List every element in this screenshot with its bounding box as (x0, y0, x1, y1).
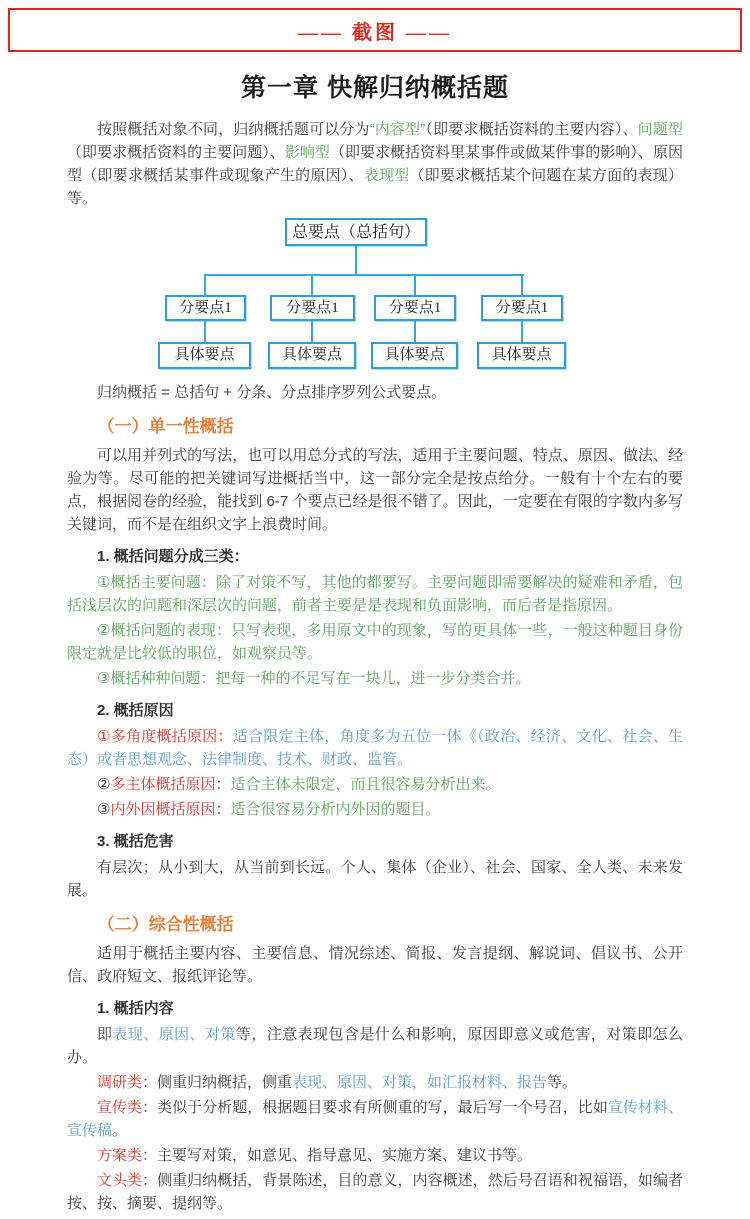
text-run: ①概括主要问题：除了对策不写，其他的都要写。主要问题即需要解决的疑难和矛盾，包括浅层次的问题和深层次的问题，前者主要是是表现和负面影响，而后者是指原因。 (67, 574, 683, 614)
text-run: ：类似于分析题，根据题目要求有所侧重的写，最后写一个号召，比如 (142, 1099, 608, 1116)
heading-harm: 3. 概括危害 (97, 833, 174, 850)
connector-line (414, 274, 416, 295)
chapter-title: 第一章 快解归纳概括题 (241, 74, 509, 102)
text-run: “内容型” (369, 121, 426, 138)
text-run: 问题型 (637, 121, 683, 138)
diagram-root-box: 总要点（总括句） (285, 218, 427, 246)
diagram-sub-box: 分要点1 (374, 295, 456, 321)
content-definition-paragraph (67, 1023, 683, 1069)
type-xuanchuan-paragraph (67, 1096, 683, 1142)
heading-reason: 2. 概括原因 (97, 702, 174, 719)
text-run: ② (97, 776, 111, 793)
diagram-sub-box: 分要点1 (270, 295, 355, 321)
text-run: （即要求概括资料的主要内容）、 (425, 121, 638, 138)
diagram-sub-box: 分要点1 (481, 295, 563, 321)
text-run: 表现、原因、对策 (112, 1026, 236, 1043)
text-run: 内外因概括原因 (110, 801, 216, 818)
diagram-leaf-box: 具体要点 (371, 342, 458, 369)
text-run: ： (215, 776, 231, 793)
text-run: 表现、原因、对策，如汇报材料、报告 (292, 1074, 548, 1091)
harm-paragraph (67, 856, 683, 902)
text-run: ①多角度概括原因： (97, 728, 233, 745)
summary-structure-diagram (155, 218, 575, 369)
text-run: ：侧重归纳概括，侧重 (142, 1074, 293, 1091)
text-run: （即要求概括资料里某事件或做某件事的影响）、原因型（即要求概括某事件或现象产生的原因）、 (67, 144, 683, 184)
text-run: 宣传材料、宣传稿 (67, 1099, 683, 1139)
single-summary-paragraph (67, 444, 683, 536)
text-run: ③概括种种问题：把每一种的不足写在一块儿，进一步分类合并。 (97, 670, 531, 687)
connector-line (311, 321, 313, 342)
text-run: ： (215, 801, 231, 818)
connector-line (204, 321, 206, 342)
text-run: 适合主体未限定，而且很容易分析出来。 (230, 776, 501, 793)
connector-line (311, 274, 313, 295)
type-item-1 (67, 571, 683, 617)
diagram-leaf-box: 具体要点 (158, 342, 251, 369)
diagram-sub-box: 分要点1 (165, 295, 246, 321)
banner-label: —— 截图 —— (298, 21, 452, 44)
text-run: 即 (97, 1026, 113, 1043)
type-fangan-paragraph (67, 1144, 683, 1167)
connector-line (521, 321, 523, 342)
text-run: （即要求概括资料的主要问题）、 (67, 144, 285, 161)
text-run: 影响型 (284, 144, 330, 161)
reason-item-2 (67, 773, 683, 796)
connector-line (521, 274, 523, 295)
text-run: ③ (97, 801, 111, 818)
text-run: 调研类 (97, 1074, 143, 1091)
text-run: 表现型 (363, 167, 410, 184)
text-run: 归纳概括 = 总括句 + 分条、分点排序罗列公式要点。 (97, 384, 447, 401)
heading-content: 1. 概括内容 (97, 1000, 174, 1017)
reason-item-3 (67, 798, 683, 821)
intro-paragraph (67, 118, 683, 210)
text-run: 。 (112, 1122, 128, 1139)
text-run: ②概括问题的表现：只写表现，多用原文中的现象，写的更具体一些，一般这种题目身份限定就是比较低的职位，如观察员等。 (67, 622, 683, 662)
connector-line (204, 274, 524, 276)
text-run: 适合限定主体，角度多为五位一体《（政治、经济、文化、社会、生态）或者思想观念、法律制度、技术、财政、监管。 (67, 728, 683, 768)
connector-line (355, 246, 357, 274)
text-run: 适用于概括主要内容、主要信息、情况综述、简报、发言提纲、解说词、倡议书、公开信、政府短文、报纸评论等。 (67, 945, 683, 985)
type-wentou-paragraph (67, 1169, 683, 1215)
text-run: 文头类 (97, 1172, 143, 1189)
text-run: ：主要写对策，如意见、指导意见、实施方案、建议书等。 (142, 1147, 533, 1164)
section-heading-comprehensive: （二）综合性概括 (97, 915, 234, 934)
diagram-leaf-box: 具体要点 (268, 342, 356, 369)
text-run: 适合很容易分析内外因的题目。 (230, 801, 441, 818)
section-heading-single: （一）单一性概括 (97, 417, 234, 436)
content-area (67, 118, 683, 1217)
diagram-leaf-box: 具体要点 (477, 342, 566, 369)
reason-item-1 (67, 725, 683, 771)
text-run: ：侧重归纳概括，背景陈述，目的意义，内容概述，然后号召语和祝福语，如编者按、按、摘要、提纲等。 (67, 1172, 683, 1212)
text-run: 等，注意表现包含是什么和影响，原因即意义或危害，对策即怎么办。 (67, 1026, 683, 1066)
heading-three-types: 1. 概括问题分成三类： (97, 548, 249, 565)
type-item-3 (67, 667, 683, 690)
comprehensive-paragraph (67, 942, 683, 988)
connector-line (414, 321, 416, 342)
type-item-2 (67, 619, 683, 665)
formula-paragraph (67, 381, 683, 404)
text-run: 等。 (547, 1074, 578, 1091)
text-run: 宣传类 (97, 1099, 143, 1116)
connector-line (204, 274, 206, 295)
text-run: 方案类 (97, 1147, 143, 1164)
screenshot-banner (8, 8, 742, 52)
text-run: 有层次；从小到大，从当前到长远。个人、集体（企业）、社会、国家、全人类、未来发展。 (67, 859, 683, 899)
text-run: 多主体概括原因 (110, 776, 216, 793)
text-run: 可以用并列式的写法，也可以用总分式的写法，适用于主要问题、特点、原因、做法、经验为等。尽可能的把关键词写进概括当中，这一部分完全是按点给分。一般有十个左右的要点，根据阅卷的经验，能找到 6-7 个要点已经是很不错了。因此，一定要在有限的字数内多写关键词，而不是在组织文字上浪费时间。 (67, 447, 683, 533)
text-run: 按照概括对象不同，归纳概括题可以分为 (97, 121, 370, 138)
type-diaoyan-paragraph (67, 1071, 683, 1094)
text-run: （即要求概括某个问题在某方面的表现）等。 (67, 167, 683, 207)
